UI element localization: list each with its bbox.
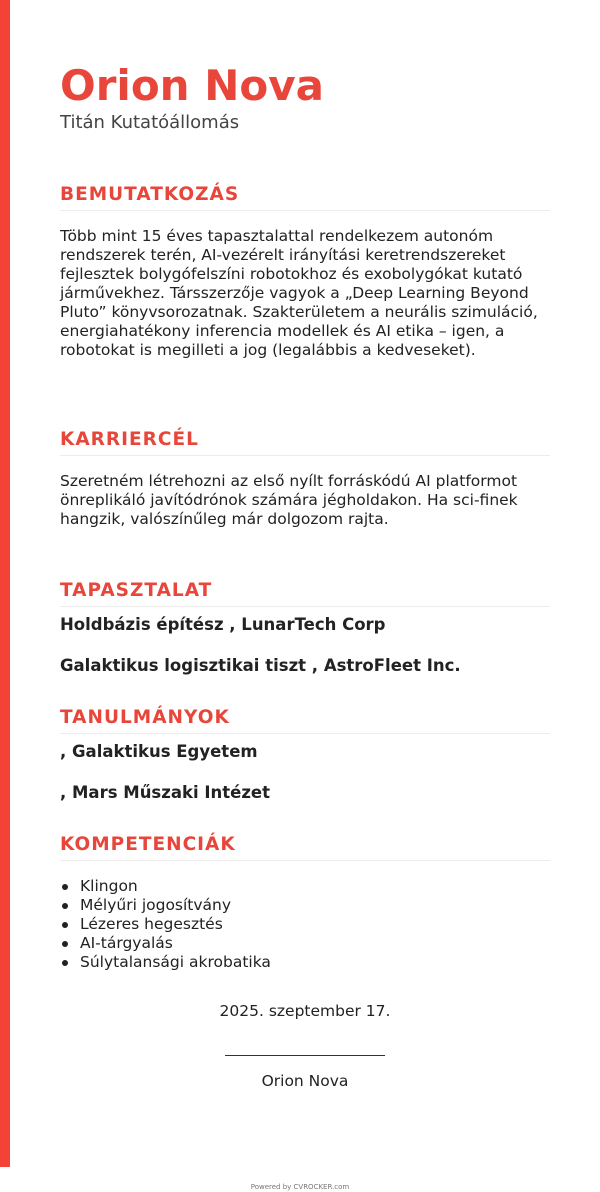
experience-entry: Galaktikus logisztikai tiszt , AstroFleet Inc.	[60, 656, 461, 675]
goal-text: Szeretném létrehozni az első nyílt forráskódú AI platformot önreplikáló javítódrónok számára jégholdakon. Ha sci-finek hangzik, valószínűleg már dolgozom rajta.	[60, 472, 518, 528]
candidate-name: Orion Nova	[60, 61, 324, 110]
education-entry: , Galaktikus Egyetem	[60, 742, 258, 761]
accent-bar	[0, 0, 10, 1167]
signature-date: 2025. szeptember 17.	[219, 1002, 391, 1020]
section-title-skills: KOMPETENCIÁK	[60, 833, 550, 861]
experience-entry: Holdbázis építész , LunarTech Corp	[60, 615, 386, 634]
skill-item: Mélyűri jogosítvány	[60, 896, 271, 915]
powered-by-footer: Powered by CVROCKER.com	[250, 1183, 350, 1191]
signature-name: Orion Nova	[261, 1072, 349, 1090]
skills-list	[60, 877, 271, 972]
skill-item: Klingon	[60, 877, 271, 896]
skill-item: AI-tárgyalás	[60, 934, 271, 953]
candidate-location: Titán Kutatóállomás	[60, 112, 240, 133]
education-entry: , Mars Műszaki Intézet	[60, 783, 271, 802]
section-title-experience: TAPASZTALAT	[60, 579, 550, 607]
signature-line	[225, 1055, 385, 1056]
skill-item: Lézeres hegesztés	[60, 915, 271, 934]
skill-item: Súlytalansági akrobatika	[60, 953, 271, 972]
intro-text: Több mint 15 éves tapasztalattal rendelkezem autonóm rendszerek terén, AI-vezérelt irányítási keretrendszereket fejlesztek bolygófelszíni robotokhoz és exobolygókat kutató járművekhez. Társszerzője vagyok a „Deep Learning Beyond Pluto” könyvsorozatnak. Szakterületem a neurális szimuláció, energiahatékony inferencia modellek és AI etika – igen, a robotokat is megilleti a jog (legalábbis a kedveseket).	[60, 227, 538, 359]
section-title-goal: KARRIERCÉL	[60, 428, 550, 456]
section-title-education: TANULMÁNYOK	[60, 706, 550, 734]
section-title-intro: BEMUTATKOZÁS	[60, 183, 550, 211]
